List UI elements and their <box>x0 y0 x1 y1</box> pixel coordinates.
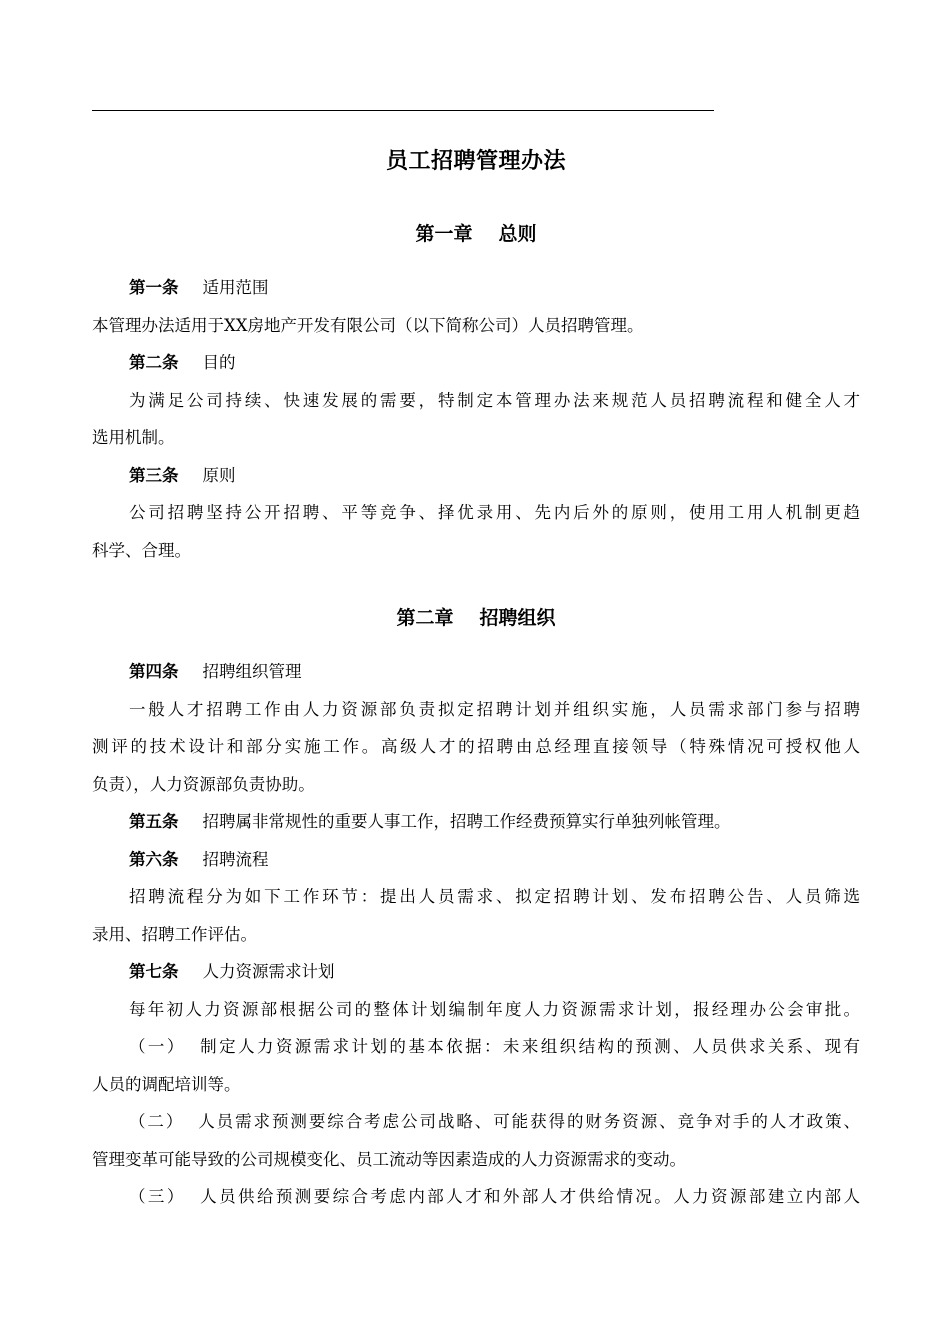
item-1-line: 人员的调配培训等。 <box>92 1074 241 1094</box>
article-2-heading <box>92 344 860 382</box>
article-2-label: 第二条 <box>129 353 179 372</box>
article-6-label: 第六条 <box>129 849 179 869</box>
article-2-body-line: 为满足公司持续、快速发展的需要，特制定本管理办法来规范人员招聘流程和健全人才 <box>129 390 860 410</box>
item-2-label: （二） <box>129 1112 185 1131</box>
item-3-line <box>92 1178 860 1216</box>
article-1-label: 第一条 <box>129 278 179 297</box>
article-4-label: 第四条 <box>129 662 179 681</box>
article-6-heading <box>92 841 860 879</box>
article-7-label: 第七条 <box>129 962 179 981</box>
article-3-title: 原则 <box>202 465 236 485</box>
item-2-text: 人员需求预测要综合考虑公司战略、可能获得的财务资源、竞争对手的人才政策、 <box>196 1112 860 1131</box>
article-5-heading <box>92 803 860 841</box>
article-2-title: 目的 <box>202 353 236 372</box>
article-3-body-line: 公司招聘坚持公开招聘、平等竞争、择优录用、先内后外的原则，使用工用人机制更趋 <box>129 503 860 522</box>
article-7-body-line: 每年初人力资源部根据公司的整体计划编制年度人力资源需求计划，报经理办公会审批。 <box>129 999 860 1019</box>
article-4-body-line: 测评的技术设计和部分实施工作。高级人才的招聘由总经理直接领导（特殊情况可授权他人 <box>92 737 860 756</box>
article-6-body-line: 录用、招聘工作评估。 <box>92 924 257 944</box>
article-4-title: 招聘组织管理 <box>202 662 302 681</box>
article-5-label: 第五条 <box>129 812 179 831</box>
article-5-text: 招聘属非常规性的重要人事工作，招聘工作经费预算实行单独列帐管理。 <box>202 812 731 831</box>
item-3-text: 人员供给预测要综合考虑内部人才和外部人才供给情况。人力资源部建立内部人 <box>197 1187 860 1206</box>
article-1-heading <box>92 269 860 307</box>
header-rule <box>92 110 714 111</box>
chapter-2-name: 招聘组织 <box>479 607 556 629</box>
article-1-title: 适用范围 <box>202 278 269 297</box>
article-3-body-line: 科学、合理。 <box>92 540 191 560</box>
article-2-body-line: 选用机制。 <box>92 428 175 447</box>
chapter-1-number: 第一章 <box>415 223 473 245</box>
article-7-title: 人力资源需求计划 <box>202 962 335 981</box>
chapter-1-name: 总则 <box>498 223 537 245</box>
document-title: 员工招聘管理办法 <box>385 148 566 174</box>
chapter-2-title <box>92 597 860 639</box>
article-3-heading <box>92 457 860 495</box>
article-4-body-line: 一般人才招聘工作由人力资源部负责拟定招聘计划并组织实施，人员需求部门参与招聘 <box>129 699 860 719</box>
article-1-body-line: 本管理办法适用于XX房地产开发有限公司（以下简称公司）人员招聘管理。 <box>92 315 644 335</box>
chapter-1-title <box>92 213 860 255</box>
chapter-2-number: 第二章 <box>396 607 454 629</box>
item-2-line: 管理变革可能导致的公司规模变化、员工流动等因素造成的人力资源需求的变动。 <box>92 1149 686 1169</box>
item-2-line <box>92 1103 860 1141</box>
article-6-body-line: 招聘流程分为如下工作环节：提出人员需求、拟定招聘计划、发布招聘公告、人员筛选 <box>129 887 860 906</box>
item-1-text: 制定人力资源需求计划的基本依据：未来组织结构的预测、人员供求关系、现有 <box>197 1037 860 1056</box>
item-1-line <box>92 1028 860 1066</box>
article-4-body-line: 负责），人力资源部负责协助。 <box>92 774 315 794</box>
article-3-label: 第三条 <box>129 465 179 485</box>
article-7-heading <box>92 953 860 991</box>
article-6-title: 招聘流程 <box>202 849 269 869</box>
item-1-label: （一） <box>129 1037 186 1056</box>
document-body <box>92 136 860 1216</box>
item-3-label: （三） <box>129 1187 186 1206</box>
article-4-heading <box>92 653 860 691</box>
